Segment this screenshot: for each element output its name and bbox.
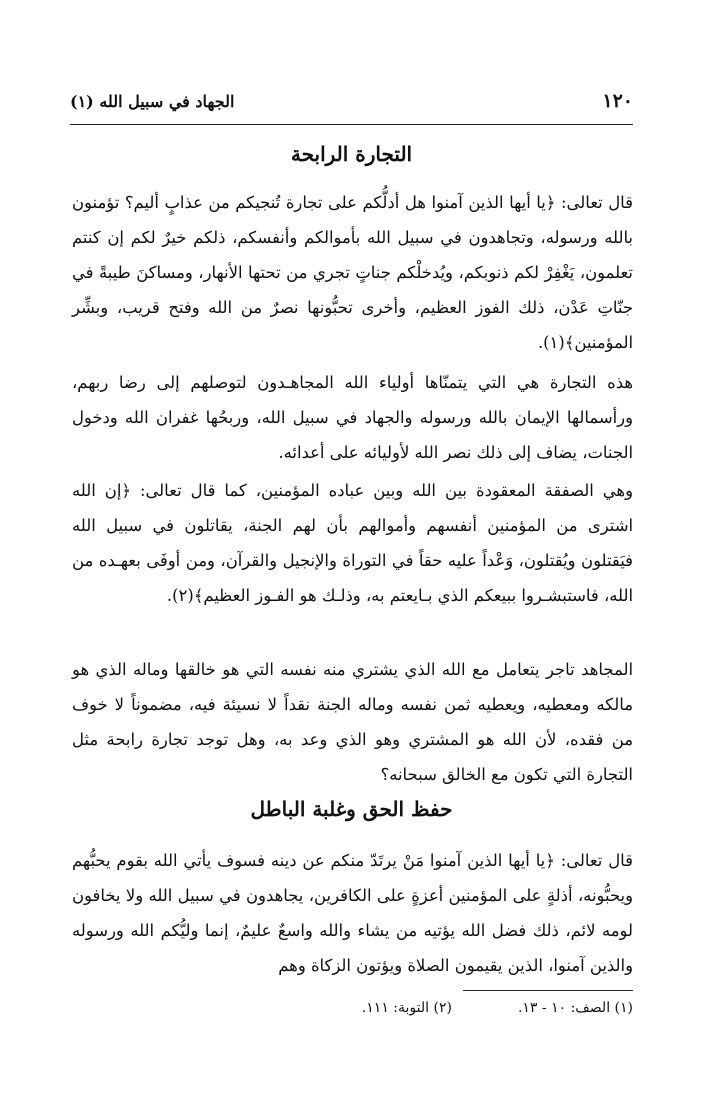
footnote-separator	[463, 990, 633, 991]
paragraph-quran-verse-3: قال تعالى: ﴿يا أيها الذين آمنوا مَنْ يرتَدّ منكم عن دينه فسوف يأتي الله بقوم يحبُّهم ويحبُّونه، أذلةٍ على المؤمنين أعزةٍ على الكافرين، يجاهدون في سبيل الله ولا يخافون لومه لائم، ذلك فضل الله يؤتيه من يشاء والله واسعٌ عليمٌ، إنما وليُّكم الله ورسوله والذين آمنوا، الذين يقيمون الصلاة ويؤتون الزكاة وهم	[72, 851, 633, 975]
footnotes	[70, 1000, 633, 1016]
page-number: ١٢٠	[602, 90, 633, 112]
footnote-2: (٢) التوبة: ١١١.	[361, 1000, 452, 1016]
footnote-1: (١) الصف: ١٠ - ١٣.	[517, 1000, 633, 1016]
paragraph-quran-verse-2: وهي الصفقة المعقودة بين الله وبين عباده المؤمنين، كما قال تعالى: ﴿إن الله اشترى من المؤمنين أنفسهم وأموالهم بأن لهم الجنة، يقاتلون في سبيل الله فيَقتلون ويُقتلون، وَعْداً عليه حقاً في التوراة والإنجيل والقرآن، ومن أوفَى بعهـده من الله، فاستبشـروا ببيعكم الذي بـايعتم به، وذلـك هو الفـوز العظيم﴾(٢).	[72, 481, 633, 605]
paragraph-trade-explanation: هذه التجارة هي التي يتمنّاها أولياء الله المجاهـدون لتوصلهم إلى رضا ربهم، ورأسمالها الإيمان بالله ورسوله والجهاد في سبيل الله، وربحُها غفران الله ودخول الجنات، يضاف إلى ذلك نصر الله لأوليائه على أعدائه.	[72, 373, 633, 462]
section-heading-profitable-trade: التجارة الرابحة	[290, 142, 413, 166]
page-header	[70, 90, 633, 125]
running-title: الجهاد في سبيل الله (١)	[70, 92, 235, 111]
section-heading-truth-preservation: حفظ الحق وغلبة الباطل	[250, 797, 453, 821]
paragraph-quran-verse-1: قال تعالى: ﴿يا أيها الذين آمنوا هل أدلُّكم على تجارة تُنجيكم من عذابٍ أليم؟ تؤمنون بالله ورسوله، وتجاهدون في سبيل الله بأموالكم وأنفسكم، ذلكم خيرٌ لكم إن كنتم تعلمون، يَغْفِرْ لكم ذنوبكم، ويُدخلْكم جناتٍ تجري من تحتها الأنهار، ومساكنَ طيبةً في جنّاتِ عَدْن، ذلك الفوز العظيم، وأخرى تحبُّونها نصرٌ من الله وفتح قريب، وبشِّر المؤمنين﴾(١).	[72, 193, 633, 352]
paragraph-mujahid-trader: المجاهد تاجر يتعامل مع الله الذي يشتري منه نفسه التي هو خالقها وماله الذي هو مالكه ومعطيه، ويعطيه ثمن نفسه وماله الجنة نقداً لا نسيئة فيه، مضموناً لا خوف من فقده، لأن الله هو المشتري وهو الذي وعد به، وهل توجد تجارة رابحة مثل التجارة التي تكون مع الخالق سبحانه؟	[72, 660, 633, 784]
